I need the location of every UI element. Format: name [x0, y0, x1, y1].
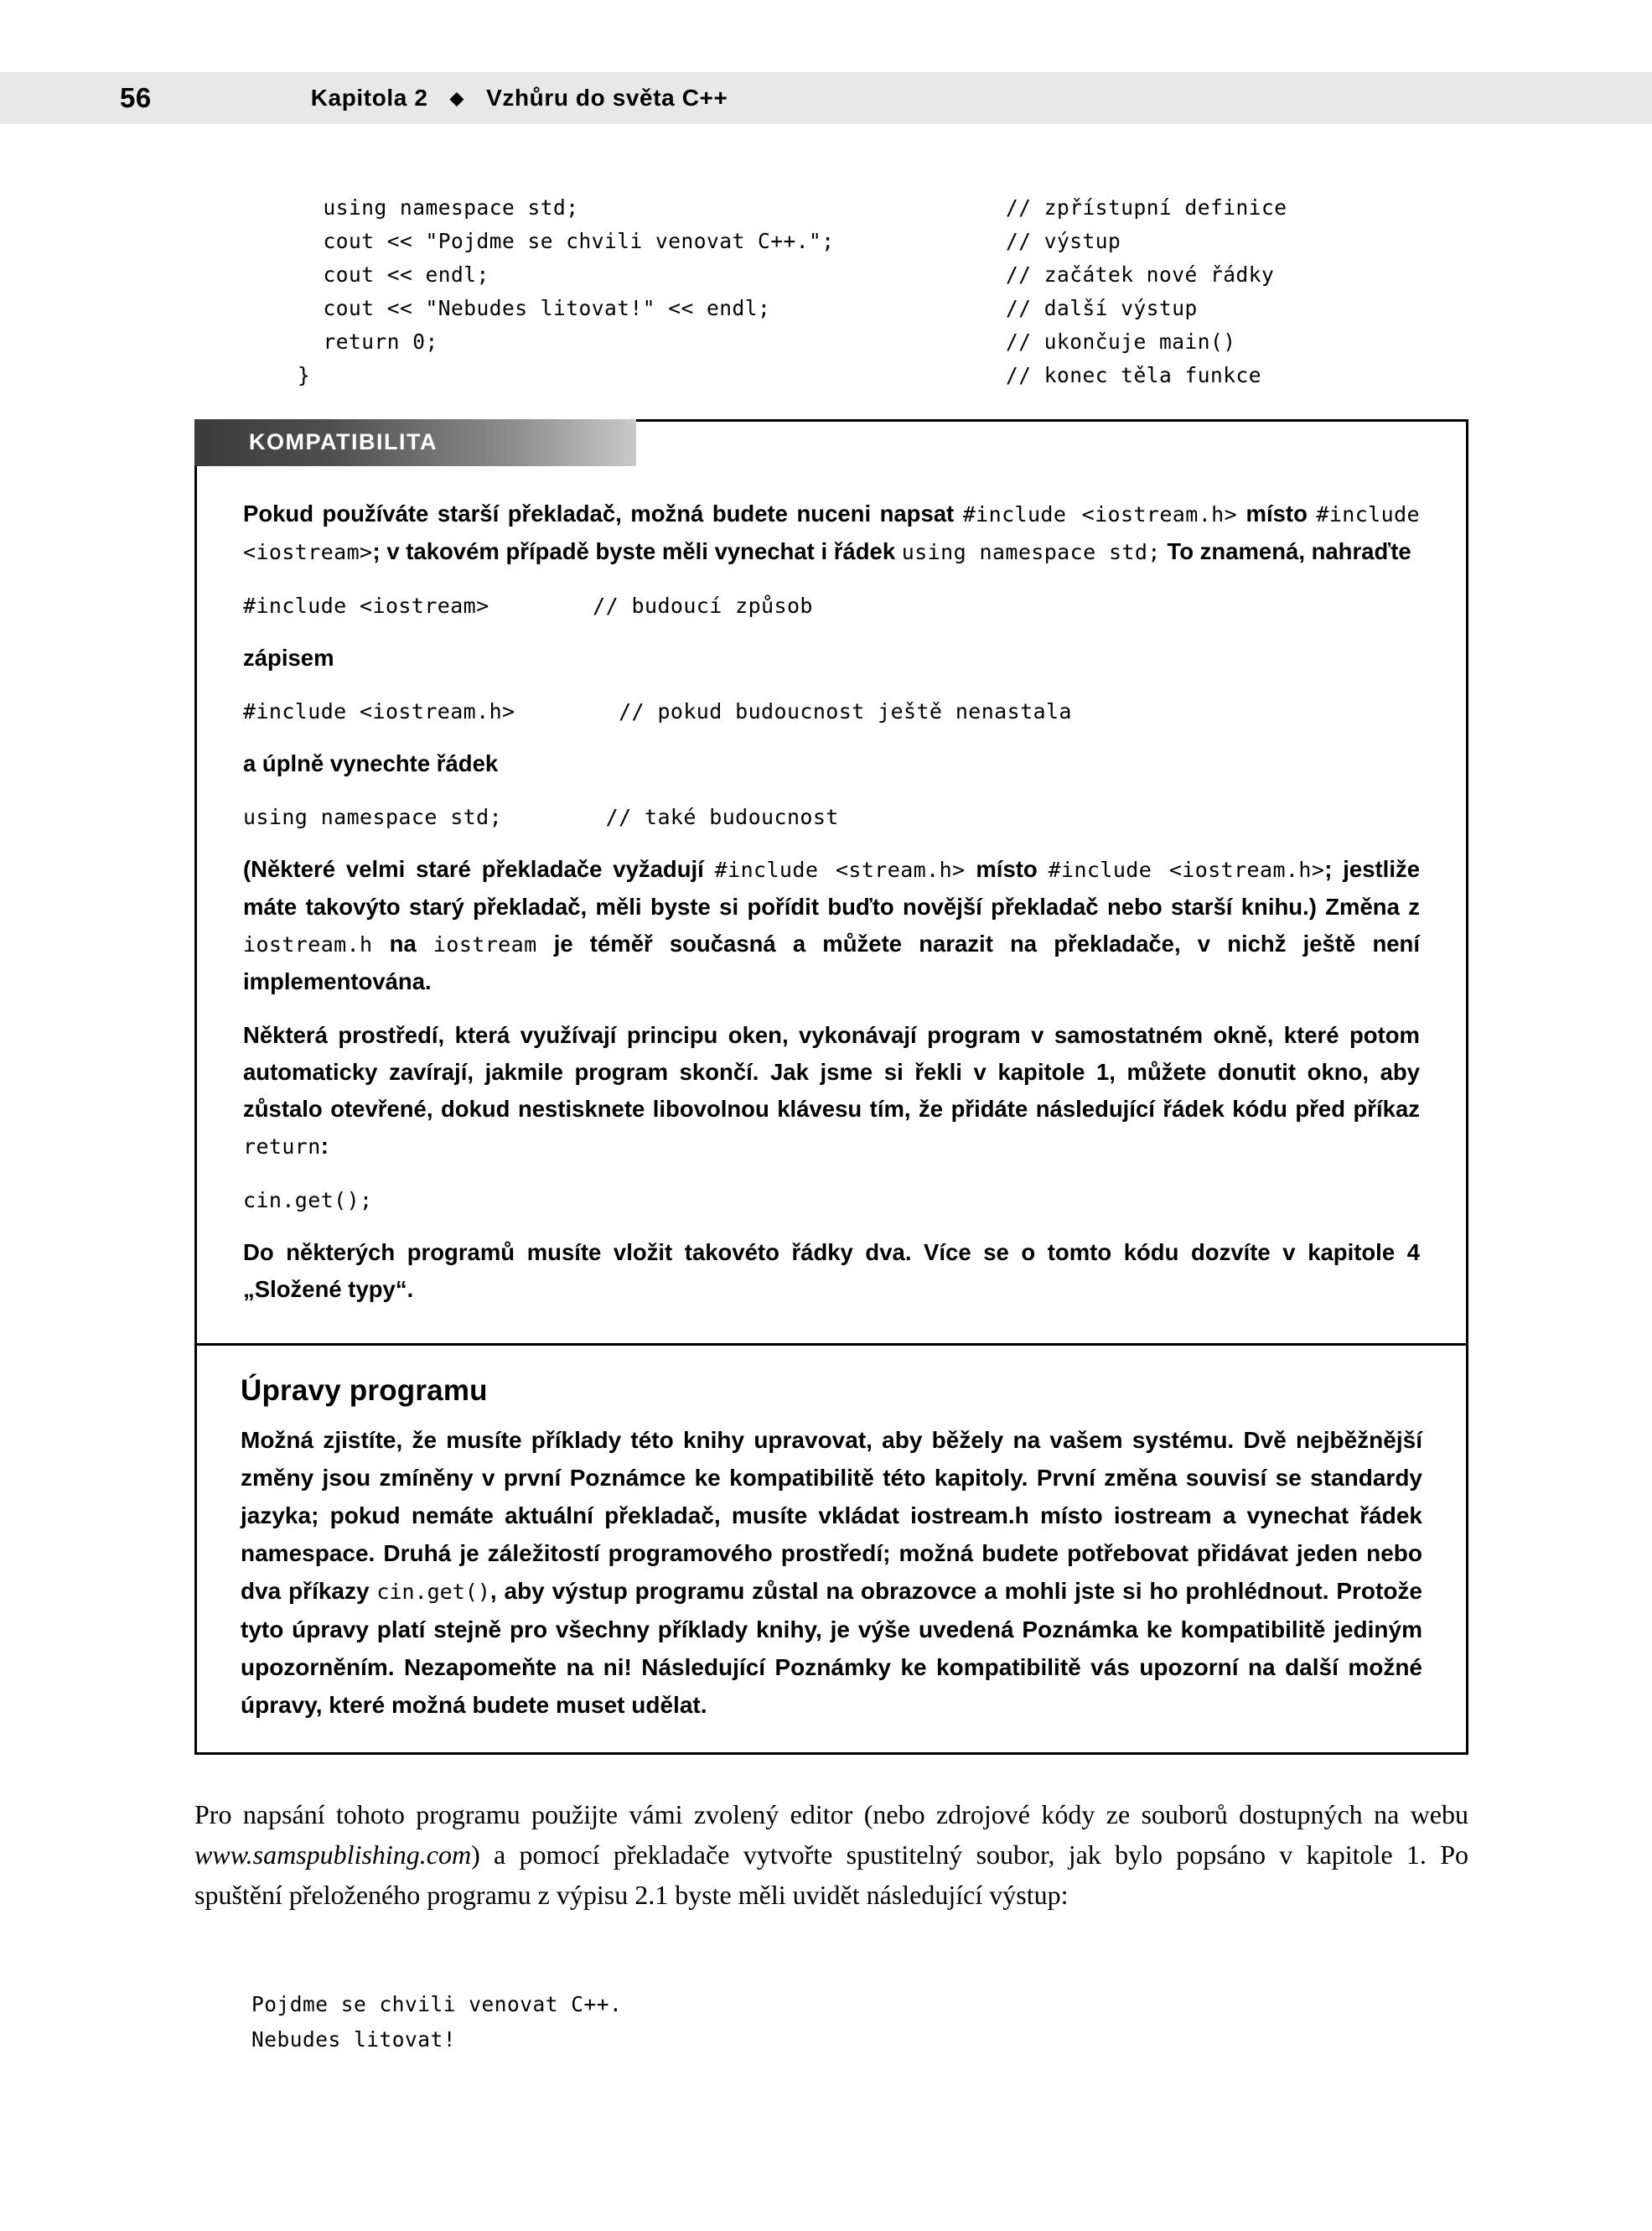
compat-code-4: cin.get();: [243, 1188, 373, 1212]
code-line: [298, 359, 1404, 392]
chapter-title: Vzhůru do světa C++: [486, 85, 728, 111]
compat-paragraph-3: a úplně vynechte řádek: [243, 750, 499, 776]
output-line: Pojdme se chvili venovat C++.: [251, 1992, 623, 2016]
tips-title: Úpravy programu: [241, 1374, 488, 1407]
code-text: }: [298, 363, 311, 387]
compat-paragraph-5: [243, 1017, 1420, 1165]
compat-code-2: #include <iostream.h> // pokud budoucnost ještě nenastala: [243, 699, 1072, 724]
compatibility-note-box: [194, 419, 1468, 1359]
compat-p1-a: Pokud používáte starší překladač, možná budete nuceni napsat: [243, 501, 963, 527]
compat-p1-d: To znamená, nahraďte: [1160, 538, 1411, 564]
tips-text-b: , aby výstup programu zůstal na obrazovce a mohli jste si ho prohlédnout. Protože tyto úpravy platí stejně pro všechny příklady knihy, je výše uvedená Poznámka ke kompatibilitě jediným upozorněním. Nezapomeňte na ni! Následující Poznámky ke kompatibilitě vás upozorní na další možné úpravy, které možná budete muset udělat.: [241, 1578, 1422, 1718]
running-head: [0, 72, 1652, 124]
compat-p4-a: (Některé velmi staré překladače vyžadují: [243, 856, 715, 882]
top-code-listing: [298, 191, 1404, 392]
body-paragraph-part-b: ) a pomocí překladače vytvořte spustitelný soubor, jak bylo popsáno v kapitole 1. Po spuštění přeloženého programu z výpisu 2.1 byste měli uvidět následující výstup:: [194, 1839, 1468, 1910]
code-line: [298, 225, 1404, 258]
compat-p4-e: je téměř současná a můžete narazit na překladače, v nichž ještě není implementována.: [243, 931, 1420, 994]
diamond-icon: ◆: [449, 89, 464, 108]
running-head-title: [311, 85, 728, 112]
compat-p1-mono1: #include <iostream.h>: [962, 502, 1238, 527]
code-line: [298, 325, 1404, 359]
compat-p5-mono: return: [243, 1134, 321, 1159]
code-comment: // další výstup: [1006, 296, 1198, 320]
compatibility-tab: [194, 419, 636, 466]
code-text: return 0;: [298, 329, 438, 354]
compat-paragraph-1: [243, 495, 1420, 571]
compat-p4-b: místo: [965, 856, 1049, 882]
code-comment: // zpřístupní definice: [1006, 195, 1287, 220]
code-comment: // začátek nové řádky: [1006, 262, 1275, 287]
code-line: [298, 292, 1404, 325]
code-comment: // výstup: [1006, 229, 1121, 253]
compat-paragraph-6: Do některých programů musíte vložit takovéto řádky dva. Více se o tomto kódu dozvíte v kapitole 4 „Složené typy“.: [243, 1239, 1420, 1302]
website-reference: www.samspublishing.com: [194, 1839, 472, 1870]
code-comment: // ukončuje main(): [1006, 329, 1236, 354]
compat-p4-mono3: iostream.h: [243, 932, 373, 957]
tips-text-mono: cin.get(): [376, 1580, 490, 1604]
code-comment: // konec těla funkce: [1006, 363, 1262, 387]
code-line: [298, 191, 1404, 225]
page-number: 56: [120, 82, 152, 113]
body-paragraph-part-a: Pro napsání tohoto programu použijte vámi zvolený editor (nebo zdrojové kódy ze souborů dostupných na webu: [194, 1799, 1468, 1829]
compat-p5-a: Některá prostředí, která využívají principu oken, vykonávají program v samostatném okně, které potom automaticky zavírají, jakmile program skončí. Jak jsme si řekli v kapitole 1, můžete donutit okno, aby zůstalo otevřené, dokud nestisknete libovolnou klávesu tím, že přidáte následující řádek kódu před příkaz: [243, 1022, 1420, 1122]
compat-paragraph-4: [243, 851, 1420, 1000]
code-line: [298, 258, 1404, 292]
code-text: using namespace std;: [298, 195, 579, 220]
code-text: cout << "Pojdme se chvili venovat C++.";: [298, 229, 835, 253]
compat-p4-c: ; jestliže máte takovýto starý překladač, měli byste si pořídit buďto novější překladač nebo starší knihu.) Změna z: [243, 856, 1421, 920]
compat-p1-c: ; v takovém případě byste měli vynechat i řádek: [372, 538, 902, 564]
compat-p4-mono2: #include <iostream.h>: [1048, 858, 1325, 882]
compat-p4-d: na: [372, 931, 433, 957]
compatibility-body: [197, 422, 1466, 1357]
compat-p1-b: místo: [1237, 501, 1317, 527]
output-line: Nebudes litovat!: [251, 2027, 457, 2052]
body-paragraph: [194, 1794, 1468, 1915]
output-listing: [251, 1987, 1257, 2057]
compat-p5-b: :: [320, 1133, 329, 1159]
compat-code-1: #include <iostream> // budoucí způsob: [243, 594, 813, 618]
tips-box: [194, 1343, 1468, 1755]
compat-p4-mono4: iostream: [432, 932, 537, 957]
compat-code-3: using namespace std; // také budoucnost: [243, 805, 839, 829]
compat-p1-mono3: using namespace std;: [901, 540, 1161, 564]
compat-paragraph-2: zápisem: [243, 645, 334, 671]
code-text: cout << "Nebudes litovat!" << endl;: [298, 296, 771, 320]
code-text: cout << endl;: [298, 262, 489, 287]
tips-text-a: Možná zjistíte, že musíte příklady této knihy upravovat, aby běžely na vašem systému. Dvě nejběžnější změny jsou zmíněny v první Poznámce ke kompatibilitě této kapitoly. První změna souvisí se standardy jazyka; pokud nemáte aktuální překladač, musíte vkládat iostream.h místo iostream a vynechat řádek namespace. Druhá je záležitostí programového prostředí; možná budete potřebovat přidávat jeden nebo dva příkazy: [241, 1427, 1422, 1604]
compatibility-tab-label: KOMPATIBILITA: [249, 429, 438, 454]
tips-body: [241, 1421, 1422, 1724]
compat-p4-mono1: #include <stream.h>: [714, 858, 966, 882]
chapter-label: Kapitola 2: [310, 85, 428, 111]
compat-p1-mono2: #include <iostream>: [243, 502, 1420, 564]
